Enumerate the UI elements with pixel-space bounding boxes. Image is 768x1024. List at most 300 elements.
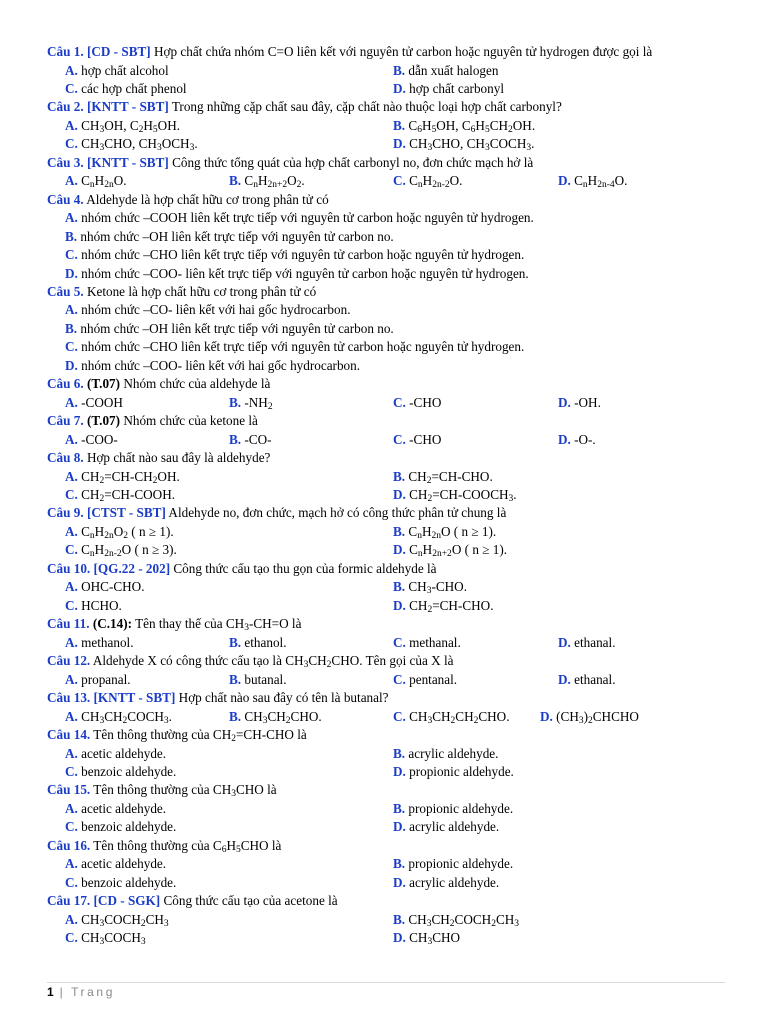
answer-option-a[interactable] [65,209,534,227]
answer-row [47,523,727,541]
option-text: -COOH [81,394,123,410]
question-10-stem [47,560,727,579]
option-text: propionic aldehyde. [409,764,514,780]
answer-option-d[interactable] [393,597,494,615]
option-letter: C. [65,80,78,96]
question-text: Tên thay thế của $CH_3-CH=O$ là [135,616,302,634]
option-text: $CH_2=CH-CH_2OH$. [81,468,180,486]
option-letter: A. [65,634,78,650]
option-letter: D. [558,173,571,189]
option-text: acetic aldehyde. [81,745,167,761]
option-letter: B. [393,117,406,133]
question-13-stem [47,689,727,708]
option-text: $CH_3COCH_3$ [81,930,146,948]
option-text: nhóm chức –COO- liên kết với hai gốc hydrocarbon. [81,357,361,373]
option-text: $CH_3CH_2CH_2CHO$. [409,708,510,726]
answer-option-d[interactable] [558,394,601,412]
answer-option-c[interactable] [65,874,176,892]
option-letter: A. [65,671,78,687]
option-text: $CH_3CHO$, $CH_3COCH_3$. [409,136,535,154]
answer-option-c[interactable] [65,763,176,781]
answer-option-b[interactable] [65,320,394,338]
option-letter: C. [65,930,78,946]
option-letter: B. [229,173,242,189]
question-17-stem [47,892,727,911]
option-letter: C. [393,708,406,724]
option-text: dẫn xuất halogen [408,62,499,78]
question-source-tag: [KNTT - SBT] [86,99,169,115]
question-number: Câu 12. [47,653,91,669]
option-letter: C. [65,247,78,263]
question-document [47,43,727,948]
answer-option-c[interactable] [393,172,462,190]
answer-option-b[interactable] [65,228,394,246]
answer-option-c[interactable] [65,818,176,836]
answer-option-d[interactable] [540,708,639,726]
answer-option-a[interactable] [65,671,131,689]
answer-row [47,800,727,818]
option-text: ethanal. [574,634,616,650]
question-number: Câu 4. [47,191,84,207]
answer-option-c[interactable] [65,541,177,559]
option-text: $(CH_3)_2CHCHO$ [556,708,639,726]
question-text: Công thức tổng quát của hợp chất carbonyl no, đơn chức mạch hở là [172,154,534,170]
answer-option-a[interactable] [65,578,145,596]
question-source-tag: [QG.22 - 202] [93,560,171,576]
question-source-tag: (T.07) [86,376,121,392]
answer-option-c[interactable] [65,929,146,947]
option-letter: A. [65,523,78,539]
option-letter: C. [393,634,406,650]
option-text: $CH_3CH_2CHO$. [244,708,322,726]
question-number: Câu 11. [47,616,90,632]
question-number: Câu 17. [47,893,91,909]
option-letter: B. [229,431,242,447]
option-letter: C. [65,764,78,780]
option-text: nhóm chức –COO- liên kết trực tiếp với nguyên tử carbon hoặc nguyên tử hydrogen. [81,265,529,281]
answer-option-d[interactable] [393,80,504,98]
answer-option-a[interactable] [65,523,174,541]
answer-option-d[interactable] [558,172,627,190]
question-number: Câu 2. [47,99,84,115]
option-text: -COO- [81,431,118,447]
option-text: -CHO [409,394,442,410]
answer-row [47,541,727,559]
question-text: Aldehyde là hợp chất hữu cơ trong phân tử có [86,191,329,207]
option-letter: C. [65,597,78,613]
option-letter: B. [393,579,406,595]
answer-option-d[interactable] [393,763,514,781]
question-text: Hợp chất chứa nhóm C=O liên kết với nguyên tử carbon hoặc nguyên tử hydrogen được gọi là [153,44,653,59]
answer-option-a[interactable] [65,301,351,319]
answer-option-b[interactable] [229,708,322,726]
question-15-stem [47,781,727,800]
option-letter: C. [65,819,78,835]
option-letter: C. [393,671,406,687]
option-letter: D. [393,764,406,780]
option-letter: C. [65,136,78,152]
answer-option-b[interactable] [393,117,535,135]
answer-option-c[interactable] [65,597,122,615]
question-source-tag: [KNTT - SBT] [93,690,176,706]
option-letter: C. [65,339,78,355]
answer-row [47,763,727,781]
question-14-stem [47,726,727,745]
option-letter: B. [393,468,406,484]
option-text: $-NH_2$ [244,394,273,412]
answer-option-c[interactable] [393,671,457,689]
option-text: acetic aldehyde. [81,856,167,872]
answer-option-b[interactable] [229,634,287,652]
option-letter: A. [65,708,78,724]
question-8-stem [47,449,727,468]
answer-row [47,357,727,375]
answer-option-c[interactable] [65,80,187,98]
question-12-stem [47,652,727,671]
answer-option-d[interactable] [393,541,507,559]
question-7-stem [47,412,727,431]
option-letter: C. [393,173,406,189]
option-text: $CH_3CH_2COCH_3$. [81,708,172,726]
option-letter: D. [65,357,78,373]
option-text: $CH_3COCH_2CH_3$ [81,911,169,929]
answer-option-b[interactable] [229,394,273,412]
answer-option-d[interactable] [65,265,529,283]
answer-row [47,745,727,763]
option-text: benzoic aldehyde. [81,819,177,835]
option-text: nhóm chức –COOH liên kết trực tiếp với nguyên tử carbon hoặc nguyên tử hydrogen. [81,210,534,226]
answer-row [47,468,727,486]
option-letter: D. [393,542,406,558]
option-text: $C_6H_5OH$, $C_6H_5CH_2OH$. [408,117,536,135]
answer-row [47,135,727,153]
question-number: Câu 14. [47,727,91,743]
question-text: Hợp chất nào sau đây là aldehyde? [86,450,271,466]
answer-option-d[interactable] [393,929,460,947]
option-letter: D. [558,671,571,687]
answer-row [47,117,727,135]
answer-row [47,172,727,190]
question-9-stem [47,504,727,523]
option-letter: A. [65,394,78,410]
option-text: $CH_3OH$, $C_2H_5OH$. [81,117,181,135]
option-text: -OH. [574,394,601,410]
question-text: Tên thông thường của $C_6H_5CHO$ là [93,837,282,855]
option-letter: C. [65,874,78,890]
option-text: $C_nH_{2n-2}O$ ( n ≥ 3). [81,542,177,560]
answer-option-a[interactable] [65,800,166,818]
answer-option-c[interactable] [393,431,441,449]
answer-option-b[interactable] [393,745,498,763]
answer-row [47,246,727,264]
option-letter: D. [393,487,406,502]
option-text: nhóm chức –CHO liên kết trực tiếp với nguyên tử carbon hoặc nguyên tử hydrogen. [81,339,525,355]
option-letter: B. [393,856,406,872]
answer-row [47,708,727,726]
option-letter: A. [65,801,78,817]
question-number: Câu 10. [47,560,91,576]
question-3-stem [47,154,727,173]
question-source-tag: [KNTT - SBT] [86,154,169,170]
answer-option-d[interactable] [558,671,616,689]
option-letter: A. [65,173,78,189]
answer-option-d[interactable] [393,486,517,504]
option-text: $CH_2=CH$-CHO. [409,597,494,615]
answer-row [47,228,727,246]
option-text: $C_nH_{2n}O_2$ ( n ≥ 1). [81,523,174,541]
answer-row [47,394,727,412]
answer-option-d[interactable] [393,135,534,153]
option-letter: D. [393,80,406,96]
option-letter: D. [558,634,571,650]
option-letter: A. [65,210,78,226]
answer-option-d[interactable] [65,357,360,375]
option-text: propanal. [81,671,131,687]
question-number: Câu 6. [47,376,84,392]
answer-row [47,929,727,947]
question-source-tag: [CD - SGK] [93,893,161,909]
question-2-stem [47,98,727,117]
answer-option-b[interactable] [229,172,305,190]
option-text: $CH_3$-CHO. [408,579,468,597]
answer-row [47,855,727,873]
option-text: $C_nH_{2n-2}O$. [409,173,463,191]
answer-option-a[interactable] [65,394,123,412]
option-letter: B. [65,320,78,336]
answer-option-a[interactable] [65,745,166,763]
option-letter: D. [393,819,406,835]
option-letter: D. [393,930,406,946]
answer-option-d[interactable] [558,634,616,652]
option-letter: D. [540,708,553,724]
answer-row [47,80,727,98]
option-text: acetic aldehyde. [81,801,167,817]
question-text: Tên thông thường của $CH_2=CH$-CHO là [93,727,307,745]
question-text: Ketone là hợp chất hữu cơ trong phân tử có [86,283,317,299]
question-text: Công thức cấu tạo thu gọn của formic aldehyde là [173,560,437,576]
question-6-stem [47,375,727,394]
question-source-tag: [CD - SBT] [86,44,151,59]
option-text: $C_nH_{2n+2}O_2$. [244,173,305,191]
option-letter: C. [65,542,78,558]
answer-option-c[interactable] [393,394,441,412]
answer-row [47,911,727,929]
question-number: Câu 7. [47,413,84,429]
question-16-stem [47,837,727,856]
answer-option-d[interactable] [558,431,596,449]
question-number: Câu 16. [47,837,91,853]
option-letter: B. [393,911,406,927]
question-source-tag: (C.14): [92,616,132,632]
option-text: -CO- [244,431,272,447]
question-text: Aldehyde X có công thức cấu tạo là $CH_3CH_2CHO$. Tên gọi của X là [92,653,454,671]
page-number: 1 [47,985,54,999]
answer-option-a[interactable] [65,855,166,873]
option-text: benzoic aldehyde. [81,874,177,890]
answer-option-c[interactable] [65,135,198,153]
option-text: methanol. [81,634,134,650]
answer-row [47,486,727,504]
question-number: Câu 8. [47,450,84,466]
page-footer [47,982,725,999]
answer-option-a[interactable] [65,117,180,135]
option-text: ethanal. [574,671,616,687]
question-4-stem [47,191,727,210]
answer-option-b[interactable] [229,431,272,449]
question-source-tag: (T.07) [86,413,121,429]
option-text: -CHO [409,431,442,447]
answer-option-a[interactable] [65,468,180,486]
answer-row [47,301,727,319]
question-text: Tên thông thường của $CH_3CHO$ là [93,782,277,800]
option-text: hợp chất carbonyl [409,80,504,96]
option-text: propionic aldehyde. [408,856,514,872]
option-letter: A. [65,431,78,447]
option-text: $CH_3CHO$, $CH_3OCH_3$. [81,136,198,154]
option-letter: D. [558,431,571,447]
option-text: acrylic aldehyde. [409,874,500,890]
option-text: $C_nH_{2n+2}O$ ( n ≥ 1). [409,542,508,560]
option-text: hợp chất alcohol [81,62,169,78]
option-letter: B. [229,394,242,410]
question-text: Hợp chất nào sau đây có tên là butanal? [178,690,389,706]
answer-option-c[interactable] [65,486,175,504]
option-text: -O-. [574,431,596,447]
option-letter: B. [393,62,406,78]
question-source-tag: [CTST - SBT] [86,505,166,521]
option-text: butanal. [244,671,287,687]
option-letter: D. [393,597,406,613]
page-separator: | [53,985,72,999]
answer-row [47,818,727,836]
option-text: nhóm chức –CO- liên kết với hai gốc hydrocarbon. [81,302,351,318]
question-number: Câu 5. [47,283,84,299]
answer-option-a[interactable] [65,634,134,652]
option-letter: A. [65,62,78,78]
option-letter: A. [65,856,78,872]
option-text: các hợp chất phenol [81,80,187,96]
answer-option-c[interactable] [65,338,524,356]
answer-option-d[interactable] [393,874,499,892]
option-text: $CH_2=CH$-CHO. [408,468,493,486]
answer-option-a[interactable] [65,62,169,80]
option-letter: D. [558,394,571,410]
answer-option-a[interactable] [65,431,118,449]
answer-option-c[interactable] [65,246,524,264]
option-letter: C. [65,487,78,502]
answer-row [47,431,727,449]
option-text: benzoic aldehyde. [81,764,177,780]
option-text: nhóm chức –OH liên kết trực tiếp với nguyên tử carbon no. [80,228,394,244]
option-text: $CH_3CH_2COCH_2CH_3$ [408,911,520,929]
answer-row [47,265,727,283]
question-5-stem [47,283,727,302]
answer-option-b[interactable] [393,578,467,596]
answer-option-a[interactable] [65,172,127,190]
question-text: Trong những cặp chất sau đây, cặp chất nào thuộc loại hợp chất carbonyl? [171,99,562,115]
question-text: Nhóm chức của ketone là [123,413,258,429]
option-text: nhóm chức –CHO liên kết trực tiếp với nguyên tử carbon hoặc nguyên tử hydrogen. [81,247,525,263]
answer-row [47,320,727,338]
answer-row [47,597,727,615]
answer-row [47,209,727,227]
answer-option-d[interactable] [393,818,499,836]
option-text: acrylic aldehyde. [408,745,499,761]
option-letter: B. [393,801,406,817]
answer-row [47,62,727,80]
option-letter: B. [393,523,406,539]
question-11-stem [47,615,727,634]
option-text: $C_nH_{2n}O$. [81,173,127,191]
option-letter: B. [229,708,242,724]
option-letter: A. [65,911,78,927]
option-letter: B. [393,745,406,761]
page-label: Trang [71,985,115,999]
question-number: Câu 13. [47,690,91,706]
question-1-stem [47,43,727,62]
question-text: Aldehyde no, đơn chức, mạch hở có công thức phân tử chung là [168,505,507,521]
question-text: Nhóm chức của aldehyde là [123,376,271,392]
option-text: propionic aldehyde. [408,801,514,817]
option-letter: D. [393,136,406,152]
option-text: $C_nH_{2n}O$ ( n ≥ 1). [408,523,497,541]
answer-row [47,874,727,892]
option-letter: D. [65,265,78,281]
option-text: $CH_2=CH-COOCH_3$. [409,487,517,504]
option-letter: A. [65,117,78,133]
answer-option-c[interactable] [393,634,461,652]
question-number: Câu 1. [47,44,84,59]
option-letter: C. [393,394,406,410]
option-letter: D. [393,874,406,890]
option-text: nhóm chức –OH liên kết trực tiếp với nguyên tử carbon no. [80,320,394,336]
option-letter: B. [229,634,242,650]
answer-option-b[interactable] [393,855,513,873]
question-number: Câu 3. [47,154,84,170]
answer-option-b[interactable] [393,62,498,80]
option-letter: B. [65,228,78,244]
answer-option-c[interactable] [393,708,510,726]
option-text: acrylic aldehyde. [409,819,500,835]
answer-option-b[interactable] [229,671,287,689]
answer-row [47,634,727,652]
answer-option-b[interactable] [393,523,496,541]
option-text: methanal. [409,634,461,650]
option-letter: A. [65,745,78,761]
answer-row [47,578,727,596]
answer-option-b[interactable] [393,800,513,818]
option-letter: A. [65,468,78,484]
option-letter: C. [393,431,406,447]
question-text: Công thức cấu tạo của acetone là [163,893,338,909]
question-number: Câu 15. [47,782,91,798]
option-text: ethanol. [244,634,287,650]
option-text: OHC-CHO. [81,579,145,595]
option-text: $CH_2=CH$-COOH. [81,487,176,504]
option-text: pentanal. [409,671,458,687]
question-number: Câu 9. [47,505,84,521]
answer-row [47,338,727,356]
answer-row [47,671,727,689]
answer-option-b[interactable] [393,468,493,486]
answer-option-b[interactable] [393,911,519,929]
option-text: HCHO. [81,597,122,613]
answer-option-a[interactable] [65,911,169,929]
option-letter: B. [229,671,242,687]
option-text: $C_nH_{2n-4}O$. [574,173,628,191]
answer-option-a[interactable] [65,708,172,726]
option-letter: A. [65,302,78,318]
